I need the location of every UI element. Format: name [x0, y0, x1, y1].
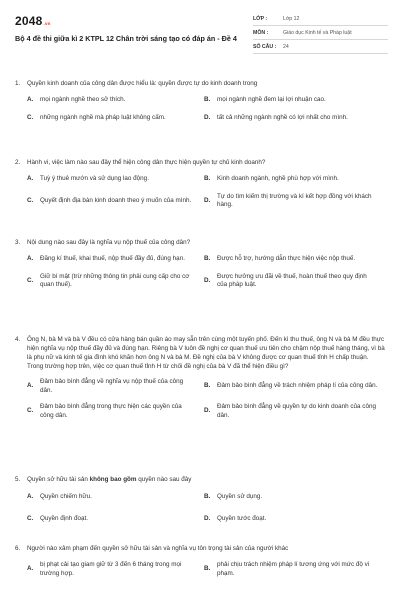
option-text: Đăng kí thuế, khai thuế, nộp thuế đầy đủ, đúng hạn. [40, 255, 185, 262]
option-letter: D. [204, 113, 211, 121]
option-letter: B. [204, 493, 211, 500]
option-a[interactable] [27, 493, 204, 502]
option-letter: A. [27, 96, 34, 103]
meta-value: Lớp 12 [283, 15, 300, 22]
option-c[interactable] [27, 193, 204, 210]
option-text: Kinh doanh ngành, nghề phù hợp với mình. [217, 175, 339, 182]
question-text-row [15, 544, 386, 553]
meta-value: 24 [283, 43, 289, 50]
meta-value: Giáo dục Kinh tế và Pháp luật [283, 29, 352, 36]
question-number: 3. [15, 239, 21, 246]
question-text-part: quyền nào sau đây [136, 476, 192, 483]
question-number: 4. [15, 336, 21, 343]
options [27, 255, 386, 290]
meta-table [253, 12, 388, 54]
option-letter: C. [27, 113, 34, 121]
option-b[interactable] [204, 175, 386, 184]
option-letter: C. [27, 276, 34, 284]
option-text: mọi ngành nghề đem lại lợi nhuận cao. [217, 96, 326, 103]
meta-row-class [253, 12, 388, 26]
question-text-row [15, 158, 386, 167]
option-letter: B. [204, 96, 211, 103]
question-number: 6. [15, 545, 21, 552]
meta-row-count [253, 40, 388, 54]
question-number: 2. [15, 159, 21, 166]
option-letter: A. [27, 565, 34, 573]
question-3 [15, 238, 386, 290]
option-letter: A. [27, 255, 34, 262]
question-text [27, 475, 386, 484]
question-text: Ông N, bà M và bà V đều có cửa hàng bán quần áo may sẵn trên cùng một tuyến phố. Đến kì thu thuế, ông N và bà M đều thực hiện nghĩa vụ nộp thuế đầy đủ và đúng hạn. Riêng bà V luôn đề nghị cơ quan thuế ưu tiên cho chậm nộp thuế hàng tháng, vì bà là phụ nữ và kinh tế gia đình khó khăn hơn ông N và bà M. Đề nghị của bà V không được cơ quan thuế tỉnh H chấp thuận. Trong trường hợp trên, việc cơ quan thuế tỉnh H từ chối đề nghị của bà V đã thể hiện điều gì? [27, 336, 385, 370]
option-letter: C. [27, 514, 34, 522]
meta-label: SỐ CÂU : [253, 43, 277, 50]
option-c[interactable] [27, 403, 204, 420]
option-text: Quyết định địa bàn kinh doanh theo ý muốn của mình. [40, 196, 192, 204]
option-c[interactable] [27, 273, 204, 290]
option-text: Được hỗ trợ, hướng dẫn thực hiện việc nộp thuế. [217, 255, 356, 262]
logo-suffix: .vn [43, 21, 51, 26]
question-number: 5. [15, 476, 21, 483]
options [27, 96, 386, 122]
option-letter: B. [204, 255, 211, 262]
option-a[interactable] [27, 96, 204, 105]
option-b[interactable] [204, 96, 386, 105]
meta-label: LỚP : [253, 15, 268, 22]
option-d[interactable] [204, 273, 386, 290]
document-header [15, 10, 388, 65]
option-text: Tuỳ ý thuê mướn và sử dụng lao động. [40, 175, 149, 182]
question-text-row [15, 475, 386, 484]
option-text: bị phạt cải tạo giam giữ từ 3 đến 6 tháng trong mọi trường hợp. [40, 561, 182, 577]
question-text: Hành vi, việc làm nào sau đây thể hiện công dân thực hiện quyền tự chủ kinh doanh? [27, 159, 266, 166]
option-d[interactable] [204, 515, 386, 524]
option-a[interactable] [27, 255, 204, 264]
question-text-part: Quyền sở hữu tài sản [27, 476, 90, 483]
option-letter: D. [204, 407, 211, 415]
option-text: Đảm bảo bình đẳng trong thực hiện các quyền của công dân. [40, 403, 182, 419]
option-letter: B. [204, 175, 211, 182]
option-text: Được hưởng ưu đãi về thuế, hoàn thuế theo quy định của pháp luật. [217, 272, 367, 289]
option-text: Quyền sử dụng. [217, 493, 263, 500]
options [27, 175, 386, 210]
logo-text: 2048 [15, 14, 43, 28]
question-text: Người nào xâm phạm đến quyền sở hữu tài sản và nghĩa vụ tôn trọng tài sản của người khác [27, 545, 289, 552]
option-text: Quyền tước đoạt. [217, 514, 267, 522]
question-4 [15, 335, 386, 420]
option-d[interactable] [204, 193, 386, 210]
option-text: tất cả những ngành nghề có lợi nhất cho mình. [217, 113, 348, 121]
page-title: Bộ 4 đề thi giữa kì 2 KTPL 12 Chân trời sáng tạo có đáp án - Đề 4 [15, 34, 237, 43]
meta-label: MÔN : [253, 29, 269, 36]
option-b[interactable] [204, 493, 386, 502]
options [27, 561, 386, 578]
option-text: Đảm bảo bình đẳng về quyền tự do kinh doanh của công dân. [217, 403, 376, 419]
question-text-row [15, 79, 386, 88]
option-text: Quyền định đoạt. [40, 514, 88, 522]
question-2 [15, 158, 386, 210]
options [27, 493, 386, 523]
option-letter: A. [27, 175, 34, 182]
option-text: Quyền chiếm hữu. [40, 493, 92, 500]
option-c[interactable] [27, 114, 204, 123]
option-b[interactable] [204, 561, 386, 578]
option-letter: D. [204, 514, 211, 522]
question-text: Nội dung nào sau đây là nghĩa vụ nộp thuế của công dân? [27, 239, 191, 246]
option-a[interactable] [27, 378, 204, 395]
options [27, 378, 386, 420]
option-letter: B. [204, 565, 211, 573]
option-text: Giữ bí mật (trừ những thông tin phải cung cấp cho cơ quan thuế). [40, 272, 190, 289]
question-6 [15, 544, 386, 578]
meta-row-subject [253, 26, 388, 40]
option-text: những ngành nghề mà pháp luật không cấm. [40, 113, 166, 121]
option-letter: C. [27, 407, 34, 415]
option-a[interactable] [27, 561, 204, 578]
option-b[interactable] [204, 378, 386, 395]
question-text-row [15, 238, 386, 247]
question-5 [15, 475, 386, 523]
option-text: mọi ngành nghề theo sở thích. [40, 96, 126, 103]
option-c[interactable] [27, 515, 204, 524]
question-number: 1. [15, 80, 21, 87]
option-letter: A. [27, 493, 34, 500]
option-letter: D. [204, 276, 211, 284]
option-letter: D. [204, 196, 211, 204]
question-text: Quyền kinh doanh của công dân được hiểu là: quyền được tự do kinh doanh trong [27, 80, 258, 87]
option-b[interactable] [204, 255, 386, 264]
option-text: phải chịu trách nhiệm pháp lí tương ứng với mức độ vi phạm. [217, 561, 370, 577]
option-text: Đảm bảo bình đẳng về trách nhiệm pháp lí của công dân. [217, 382, 378, 390]
question-text-emphasis: không bao gồm [89, 476, 137, 483]
option-d[interactable] [204, 403, 386, 420]
question-1 [15, 79, 386, 122]
question-text-row [15, 335, 386, 371]
option-d[interactable] [204, 114, 386, 123]
option-text: Đảm bảo bình đẳng về nghĩa vụ nộp thuế của công dân. [40, 378, 184, 394]
site-logo[interactable] [15, 14, 51, 28]
option-letter: B. [204, 382, 211, 390]
option-letter: C. [27, 196, 34, 204]
option-text: Tự do tìm kiếm thị trường và kí kết hợp đồng với khách hàng. [217, 192, 372, 209]
option-a[interactable] [27, 175, 204, 184]
option-letter: A. [27, 382, 34, 390]
